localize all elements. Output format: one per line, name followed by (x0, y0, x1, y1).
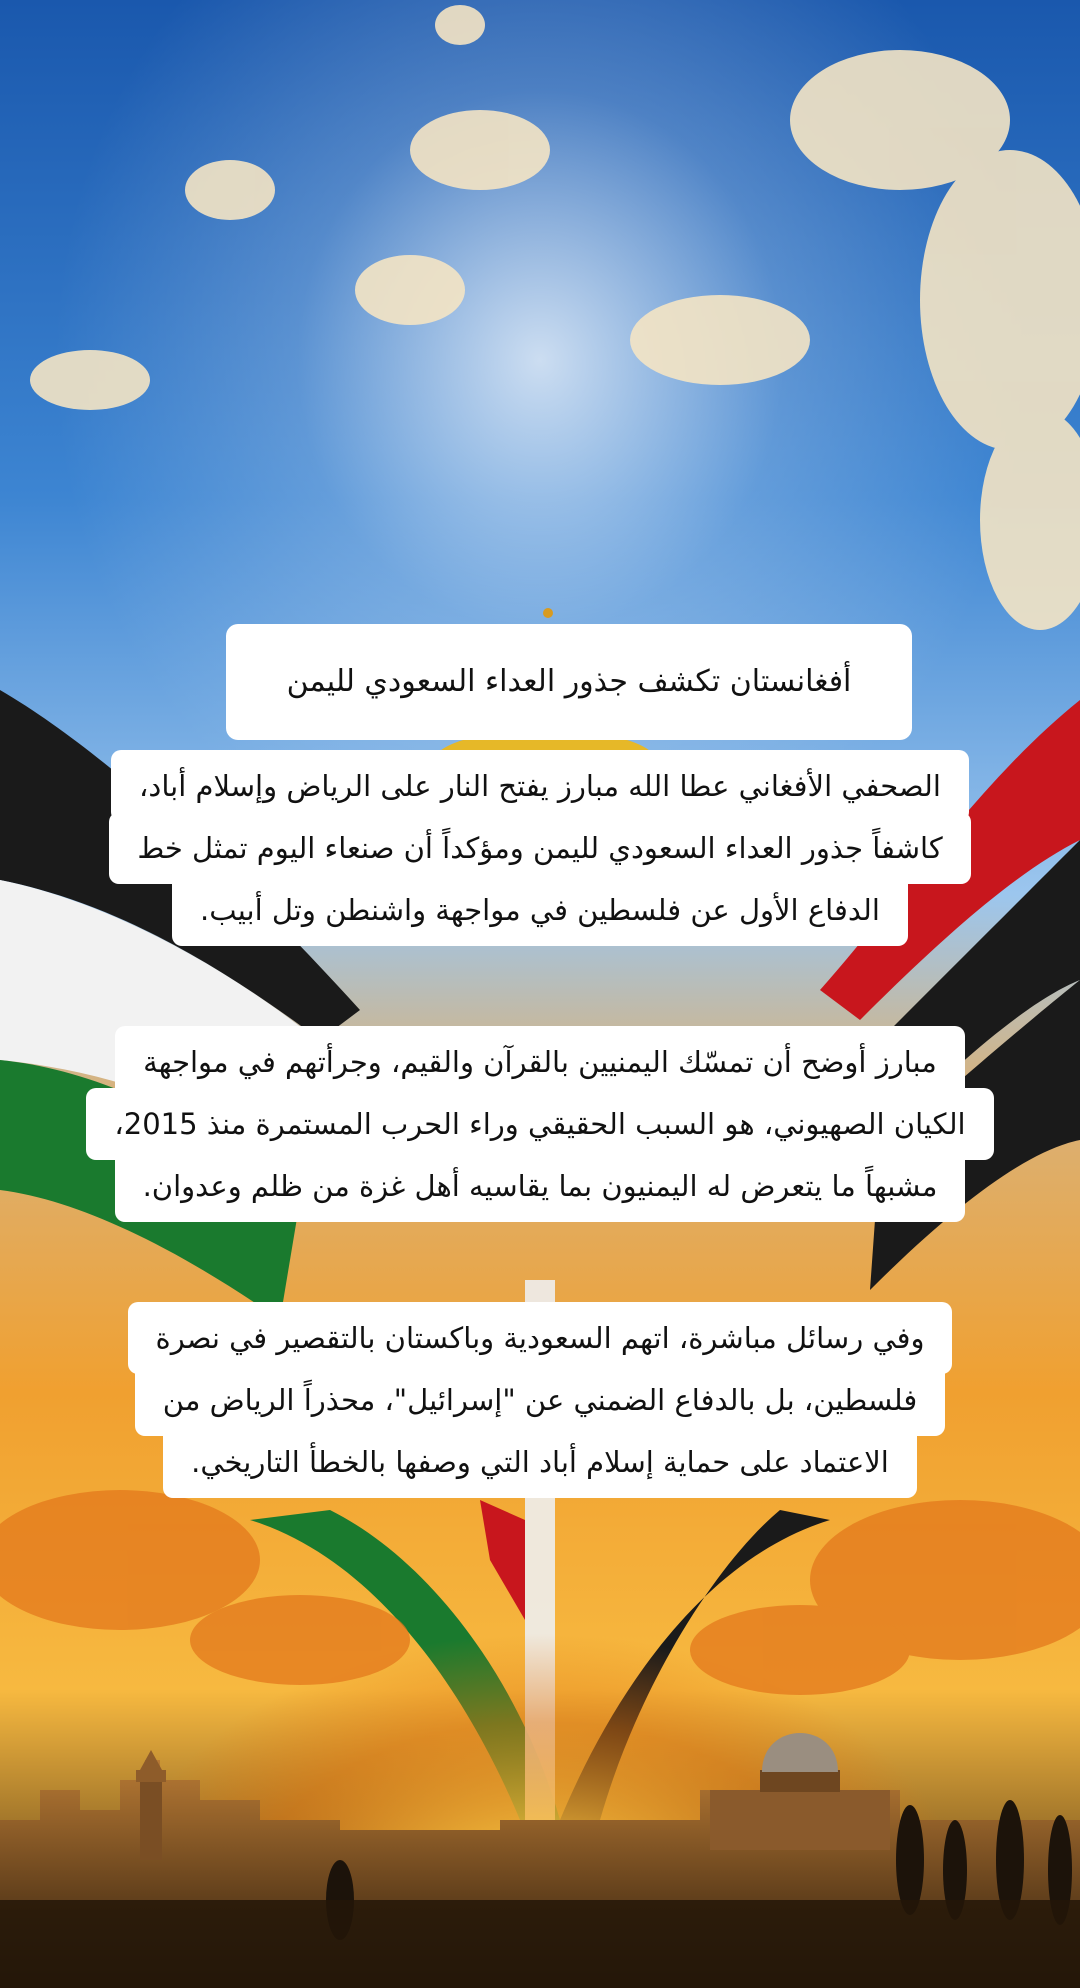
paragraph-card-1 (60, 750, 1020, 946)
paragraph-1-line-2: كاشفاً جذور العداء السعودي لليمن ومؤكداً أن صنعاء اليوم تمثل خط (109, 812, 970, 884)
paragraph-3-line-3: الاعتماد على حماية إسلام أباد التي وصفها بالخطأ التاريخي. (163, 1426, 917, 1498)
paragraph-card-3 (60, 1302, 1020, 1498)
paragraph-card-2 (56, 1026, 1024, 1222)
paragraph-2-line-3: مشبهاً ما يتعرض له اليمنيون بما يقاسيه أهل غزة من ظلم وعدوان. (115, 1150, 966, 1222)
headline-text: أفغانستان تكشف جذور العداء السعودي لليمن (286, 664, 852, 699)
paragraph-3-line-1: وفي رسائل مباشرة، اتهم السعودية وباكستان بالتقصير في نصرة (128, 1302, 953, 1374)
paragraph-3-line-2: فلسطين، بل بالدفاع الضمني عن "إسرائيل"، محذراً الرياض من (135, 1364, 945, 1436)
headline-card (226, 624, 912, 740)
paragraph-2-line-2: الكيان الصهيوني، هو السبب الحقيقي وراء الحرب المستمرة منذ 2015، (86, 1088, 993, 1160)
paragraph-1-line-1: الصحفي الأفغاني عطا الله مبارز يفتح النار على الرياض وإسلام أباد، (111, 750, 969, 822)
paragraph-2-line-1: مبارز أوضح أن تمسّك اليمنيين بالقرآن والقيم، وجرأتهم في مواجهة (115, 1026, 965, 1098)
paragraph-1-line-3: الدفاع الأول عن فلسطين في مواجهة واشنطن وتل أبيب. (172, 874, 908, 946)
